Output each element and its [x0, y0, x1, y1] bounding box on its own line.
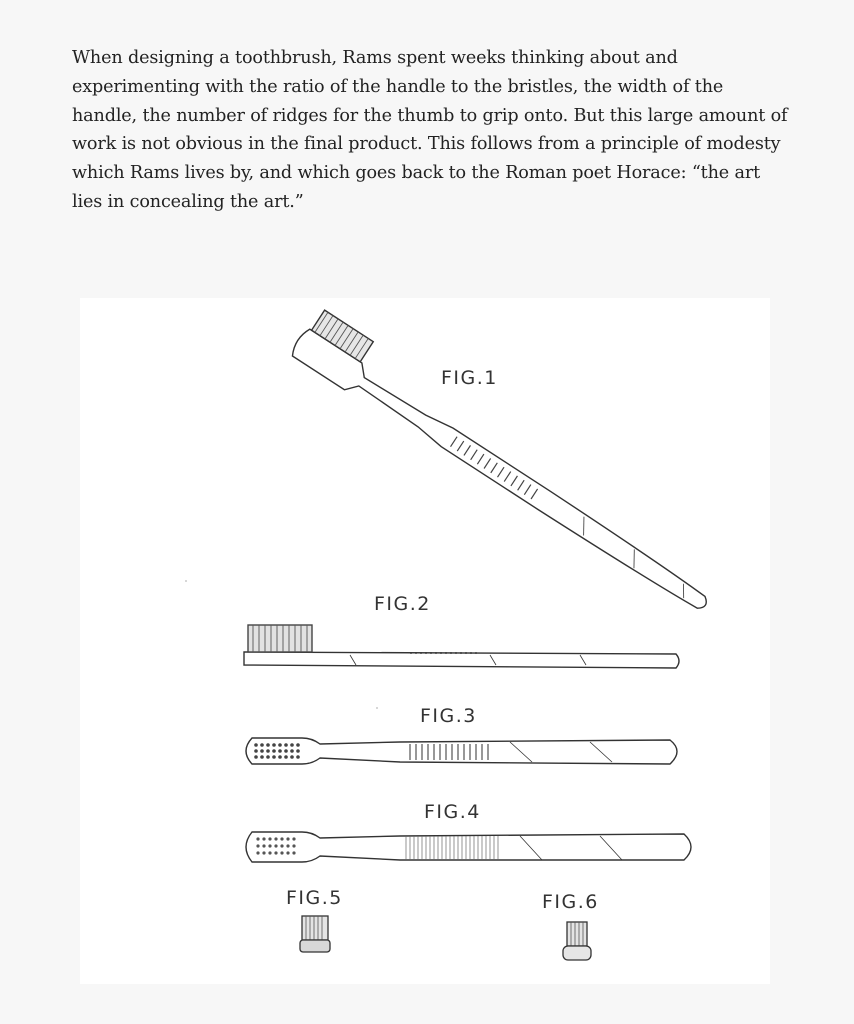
- fig1-label: FIG.1: [441, 367, 498, 389]
- fig1-toothbrush: [289, 307, 727, 619]
- scan-speck: [376, 707, 378, 709]
- toothbrush-patent-illustration: [80, 298, 770, 984]
- fig4-toothbrush: [246, 832, 691, 862]
- patent-drawing: [80, 298, 770, 984]
- fig3-label: FIG.3: [420, 705, 477, 727]
- fig6-end-view: [563, 922, 591, 960]
- fig5-end-view: [300, 916, 330, 952]
- fig6-label: FIG.6: [542, 891, 599, 913]
- article-paragraph: When designing a toothbrush, Rams spent weeks thinking about and experimenting with the ratio of the handle to the bristles, the width of the handle, the number of ridges for the thumb to grip onto. But this large amount of work is not obvious in the final product. This follows from a principle of modesty which Rams lives by, and which goes back to the Roman poet Horace: “the art lies in concealing the art.”: [72, 48, 788, 212]
- fig2-toothbrush: [244, 625, 679, 668]
- fig3-toothbrush: [246, 738, 677, 764]
- fig2-label: FIG.2: [374, 593, 431, 615]
- fig5-label: FIG.5: [286, 887, 343, 909]
- scan-speck: [185, 580, 187, 582]
- fig4-label: FIG.4: [424, 801, 481, 823]
